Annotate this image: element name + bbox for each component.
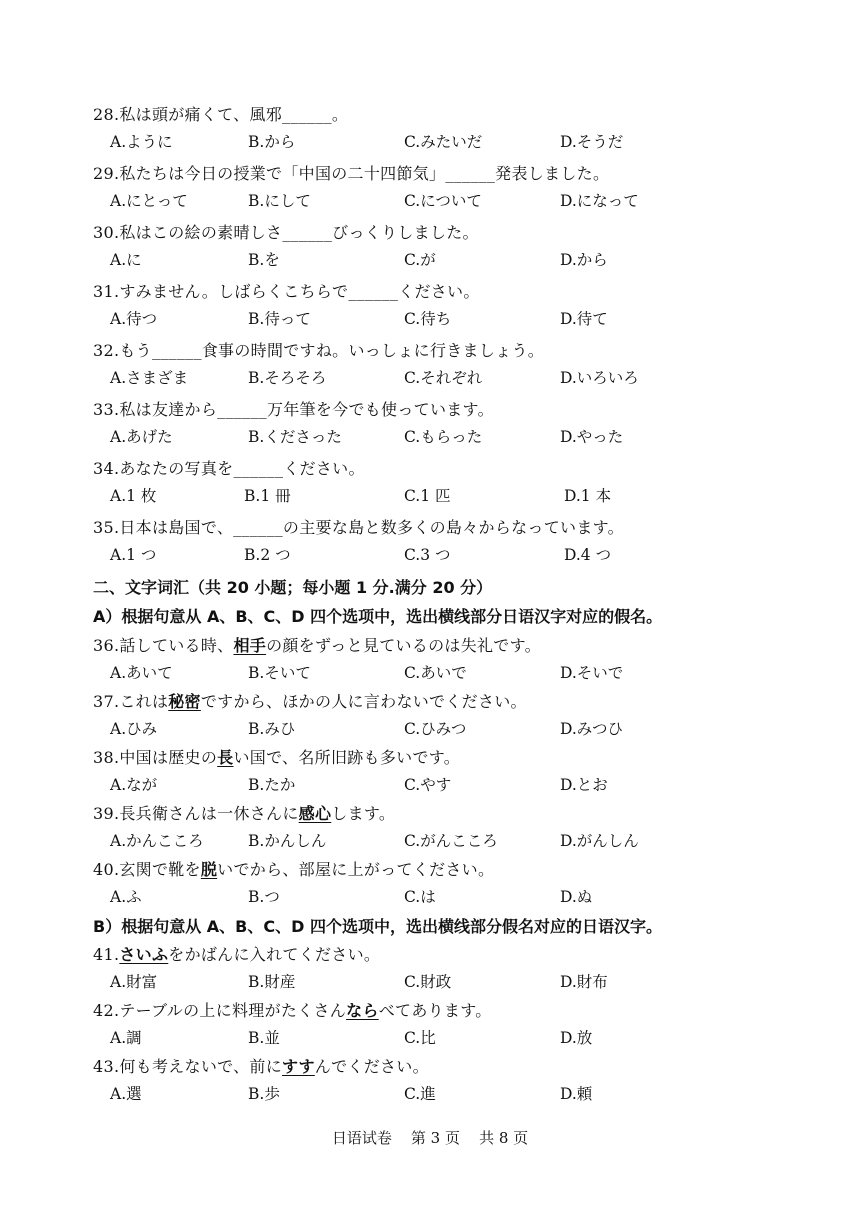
answer-option: C.3 つ [404, 546, 451, 564]
answer-option: D.4 つ [564, 546, 612, 564]
answer-option: A.あいて [110, 664, 173, 682]
answer-option: C.待ち [404, 310, 452, 328]
answer-option: A.にとって [110, 192, 188, 210]
question-stem-end: の顔をずっと見ているのは失礼です。 [266, 636, 541, 655]
question-text [93, 998, 492, 1021]
question-stem: 30.私はこの絵の素晴しさ______びっくりしました。 [93, 223, 479, 242]
question-text [93, 397, 494, 420]
question-stem: 42.テーブルの上に料理がたくさん [93, 1001, 347, 1020]
answer-option: B.つ [248, 888, 280, 906]
question-stem-end: べてあります。 [378, 1001, 492, 1020]
question-text [93, 689, 527, 712]
answer-option: A.ふ [110, 888, 142, 906]
answer-option: D.いろいろ [560, 369, 639, 387]
question-stem: 31.すみません。しばらくこちらで______ください。 [93, 282, 480, 301]
question-stem: 38.中国は歴史の [93, 748, 218, 767]
question-text [93, 338, 544, 361]
answer-option: B.にして [248, 192, 311, 210]
subsection-a-title: A）根据句意从 A、B、C、D 四个选项中，选出横线部分日语汉字对应的假名。 [93, 607, 663, 626]
answer-option: D.そうだ [560, 133, 624, 151]
answer-option: D.1 本 [564, 487, 612, 505]
answer-option: B.くださった [248, 428, 342, 446]
answer-option: D.待て [560, 310, 608, 328]
question-stem: 29.私たちは今日の授業で「中国の二十四節気」______発表しました。 [93, 164, 610, 183]
answer-option: D.放 [560, 1029, 593, 1047]
answer-option: A.1 枚 [110, 487, 157, 505]
answer-option: B.1 冊 [244, 487, 291, 505]
answer-option: D.ぬ [560, 888, 593, 906]
underlined-word: さいふ [119, 945, 169, 964]
answer-option: A.に [110, 251, 142, 269]
answer-option: C.みたいだ [404, 133, 483, 151]
question-stem: 37.これは [93, 692, 169, 711]
answer-option: B.待って [248, 310, 311, 328]
question-text [93, 515, 624, 538]
underlined-word: 秘密 [168, 692, 201, 711]
answer-option: A.調 [110, 1029, 142, 1047]
answer-option: D.になって [560, 192, 639, 210]
answer-option: A.ように [110, 133, 173, 151]
question-stem: 35.日本は島国で、______の主要な島と数多くの島々からなっています。 [93, 518, 624, 537]
answer-option: A.待つ [110, 310, 158, 328]
answer-option: D.とお [560, 776, 608, 794]
answer-option: B.みひ [248, 720, 296, 738]
answer-option: D.財布 [560, 973, 608, 991]
answer-option: B.並 [248, 1029, 280, 1047]
underlined-word: 感心 [298, 804, 332, 823]
question-stem: 40.玄関で靴を [93, 860, 201, 879]
underlined-word: 長 [217, 748, 234, 767]
answer-option: C.やす [404, 776, 452, 794]
question-text [93, 633, 541, 656]
question-stem: 36.話している時、 [93, 636, 234, 655]
answer-option: A.ひみ [110, 720, 158, 738]
question-text [93, 456, 365, 479]
answer-option: A.あげた [110, 428, 173, 446]
answer-option: C.がんこころ [404, 832, 498, 850]
answer-option: D.そいで [560, 664, 624, 682]
answer-option: B.2 つ [244, 546, 291, 564]
answer-option: A.さまざま [110, 369, 189, 387]
answer-option: D.がんしん [560, 832, 639, 850]
answer-option: B.そろそろ [248, 369, 327, 387]
answer-option: C.は [404, 888, 436, 906]
answer-option: A.かんこころ [110, 832, 204, 850]
answer-option: A.選 [110, 1085, 142, 1103]
question-stem-end: い国で、名所旧跡も多いです。 [233, 748, 461, 767]
answer-option: C.もらった [404, 428, 483, 446]
question-stem-end: ですから、ほかの人に言わないでください。 [200, 692, 527, 711]
answer-option: C.あいで [404, 664, 467, 682]
answer-option: C.ひみつ [404, 720, 467, 738]
answer-option: D.頼 [560, 1085, 593, 1103]
underlined-word: 脱 [200, 860, 218, 879]
question-text [93, 857, 494, 880]
question-stem: 33.私は友達から______万年筆を今でも使っています。 [93, 400, 494, 419]
page-footer: 日语试卷 第 3 页 共 8 页 [331, 1129, 529, 1147]
answer-option: B.たか [248, 776, 296, 794]
question-text [93, 102, 348, 125]
answer-option: C.について [404, 192, 482, 210]
answer-option: A.1 つ [110, 546, 157, 564]
question-text [93, 1054, 429, 1077]
question-stem: 39.長兵衛さんは一休さんに [93, 804, 299, 823]
question-text [93, 279, 480, 302]
subsection-b-title: B）根据句意从 A、B、C、D 四个选项中，选出横线部分假名对应的日语汉字。 [93, 917, 662, 936]
question-text [93, 745, 460, 768]
answer-option: D.やった [560, 428, 624, 446]
question-text [93, 942, 380, 965]
answer-option: D.みつひ [560, 720, 623, 738]
answer-option: D.から [560, 251, 608, 269]
answer-option: A.財富 [110, 973, 158, 991]
section-title: 二、文字词汇（共 20 小题；每小题 1 分.满分 20 分） [93, 578, 493, 597]
answer-option: B.を [248, 251, 280, 269]
question-stem-end: んでください。 [314, 1057, 429, 1076]
answer-option: C.1 匹 [404, 487, 451, 505]
question-stem: 34.あなたの写真を______ください。 [93, 459, 365, 478]
question-stem: 28.私は頭が痛くて、風邪______。 [93, 105, 349, 124]
answer-option: B.かんしん [248, 832, 327, 850]
question-stem: 32.もう______食事の時間ですね。いっしょに行きましょう。 [93, 341, 545, 360]
underlined-word: すす [282, 1057, 315, 1076]
answer-option: C.比 [404, 1029, 436, 1047]
question-text [93, 220, 479, 243]
question-stem: 43.何も考えないで、前に [93, 1057, 283, 1076]
answer-option: C.が [404, 251, 436, 269]
question-stem-end: します。 [331, 804, 396, 823]
question-stem: 41. [93, 945, 120, 964]
question-stem-end: いでから、部屋に上がってください。 [217, 860, 495, 879]
answer-option: B.財産 [248, 973, 296, 991]
answer-option: C.それぞれ [404, 369, 483, 387]
answer-option: B.から [248, 133, 296, 151]
underlined-word: 相手 [233, 636, 267, 655]
answer-option: B.そいて [248, 664, 311, 682]
question-text [93, 801, 395, 824]
underlined-word: なら [346, 1001, 379, 1020]
answer-option: A.なが [110, 776, 158, 794]
answer-option: C.財政 [404, 973, 452, 991]
question-text [93, 161, 609, 184]
answer-option: B.歩 [248, 1085, 280, 1103]
question-stem-end: をかばんに入れてください。 [168, 945, 381, 964]
answer-option: C.進 [404, 1085, 436, 1103]
